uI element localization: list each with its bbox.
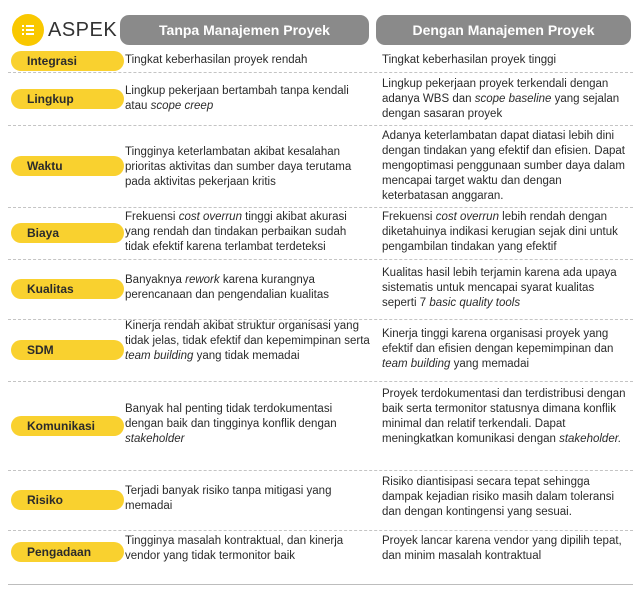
row-label-lingkup: Lingkup <box>11 89 124 109</box>
cell-without-sdm: Kinerja rendah akibat struktur organisasi yang tidak jelas, tidak efektif dan kepemimpinan serta team building yang tidak memadai <box>125 320 370 362</box>
row-label-komunikasi: Komunikasi <box>11 416 124 436</box>
list-icon <box>12 14 44 46</box>
header-with-pm: Dengan Manajemen Proyek <box>376 15 631 45</box>
cell-with-risiko: Risiko diantisipasi secara tepat sehingga dampak kejadian risiko masih dalam toleransi dan dengan kontingensi yang sesuai. <box>382 476 615 518</box>
row-label-risiko: Risiko <box>11 490 124 510</box>
row-label-sdm: SDM <box>11 340 124 360</box>
aspek-logo <box>12 11 118 49</box>
row-label-kualitas: Kualitas <box>11 279 124 299</box>
table-row <box>8 259 633 319</box>
cell-without-risiko: Terjadi banyak risiko tanpa mitigasi yang memadai <box>125 485 332 512</box>
bottom-divider <box>8 584 633 585</box>
cell-without-integrasi: Tingkat keberhasilan proyek rendah <box>125 54 308 66</box>
cell-without-waktu: Tingginya keterlambatan akibat kesalahan prioritas aktivitas dan sumber daya terutama pada aktivitas pekerjaan kritis <box>125 146 352 188</box>
cell-without-pengadaan: Tingginya masalah kontraktual, dan kinerja vendor yang tidak termonitor baik <box>125 535 344 562</box>
cell-without-kualitas: Banyaknya rework karena kurangnya perencanaan dan pengendalian kualitas <box>125 274 329 301</box>
cell-with-komunikasi: Proyek terdokumentasi dan terdistribusi dengan baik serta termonitor statusnya dimana konflik minimal dan relatif terkendali. Dapat meningkatkan komunikasi dengan stakeholder. <box>382 388 626 445</box>
table-row <box>8 470 633 530</box>
row-label-pengadaan: Pengadaan <box>11 542 124 562</box>
row-label-integrasi: Integrasi <box>11 51 124 71</box>
cell-without-komunikasi: Banyak hal penting tidak terdokumentasi dengan baik dan tingginya konflik dengan stakeholder <box>125 403 337 445</box>
table-row <box>8 319 633 381</box>
table-row <box>8 381 633 470</box>
cell-with-pengadaan: Proyek lancar karena vendor yang dipilih tepat, dan minim masalah kontraktual <box>382 535 622 562</box>
cell-with-kualitas: Kualitas hasil lebih terjamin karena ada upaya sistematis untuk mencapai syarat kualitas seperti 7 basic quality tools <box>382 267 617 309</box>
cell-without-biaya: Frekuensi cost overrun tinggi akibat akurasi yang rendah dan tindakan perbaikan sudah tidak efektif karena terlambat terdeteksi <box>125 211 347 253</box>
cell-without-lingkup: Lingkup pekerjaan bertambah tanpa kendali atau scope creep <box>125 85 349 112</box>
cell-with-lingkup: Lingkup pekerjaan proyek terkendali dengan adanya WBS dan scope baseline yang sejalan dengan sasaran proyek <box>382 78 620 120</box>
cell-with-biaya: Frekuensi cost overrun lebih rendah dengan diketahuinya indikasi kerugian sejak dini untuk pengambilan tindakan yang efektif <box>382 211 618 253</box>
row-label-biaya: Biaya <box>11 223 124 243</box>
brand-name: ASPEK <box>48 18 118 41</box>
table-row <box>8 530 633 574</box>
table-row <box>8 207 633 259</box>
cell-with-integrasi: Tingkat keberhasilan proyek tinggi <box>382 54 557 66</box>
table-row <box>8 125 633 207</box>
header-without-pm: Tanpa Manajemen Proyek <box>120 15 369 45</box>
cell-with-sdm: Kinerja tinggi karena organisasi proyek yang efektif dan efisien dengan kepemimpinan dan team building yang memadai <box>382 328 614 370</box>
table-row <box>8 73 633 125</box>
table-row <box>8 50 633 72</box>
row-label-waktu: Waktu <box>11 156 124 176</box>
cell-with-waktu: Adanya keterlambatan dapat diatasi lebih dini dengan tindakan yang efektif dan efisien. Dapat mengoptimasi penggunaan sumber daya dalam mencapai target waktu dan dengan keterbatasan anggaran. <box>382 130 625 202</box>
